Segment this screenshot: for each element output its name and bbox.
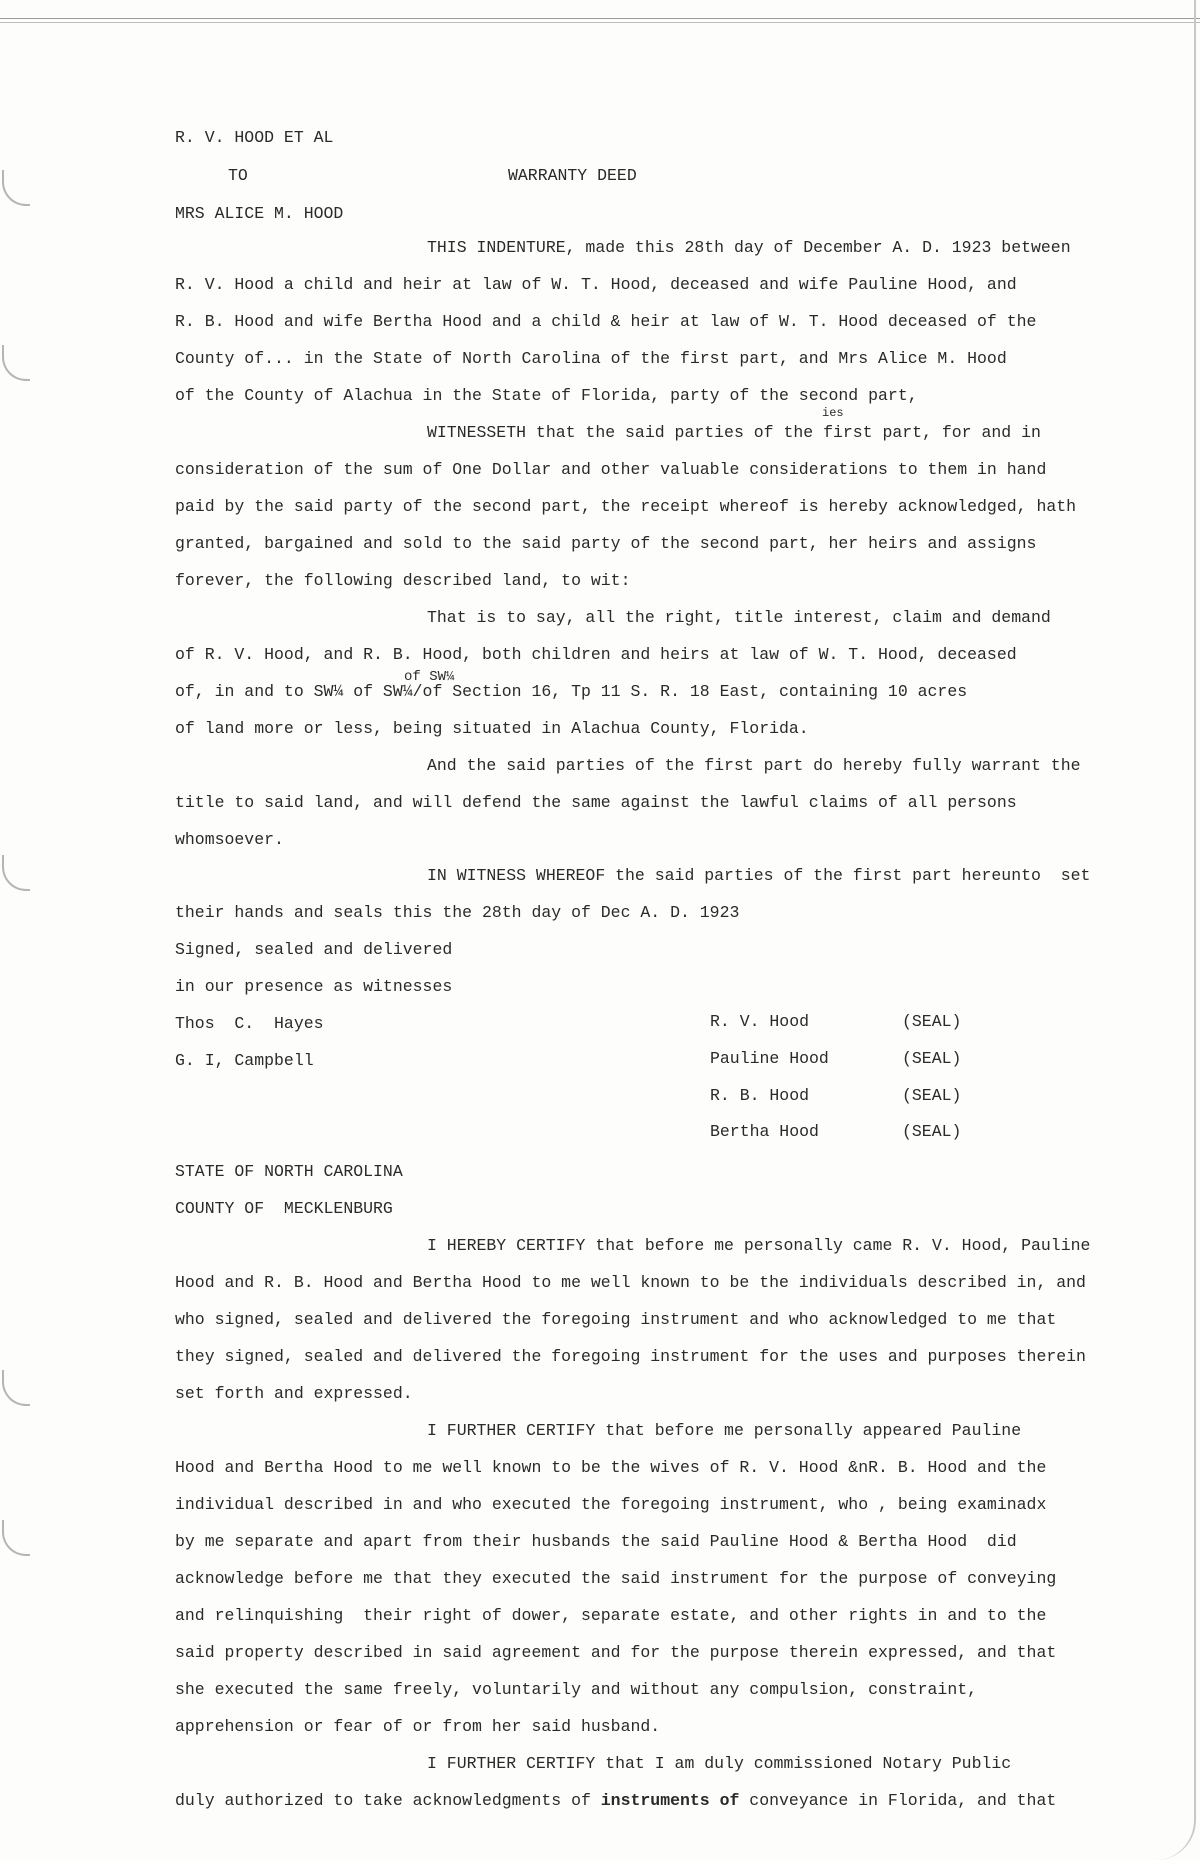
- acknowledgment-line: acknowledge before me that they executed the said instrument for the purpose of conveying: [175, 1569, 1057, 1588]
- warranty-line: whomsoever.: [175, 830, 284, 849]
- land-description-line: of, in and to SW¼ of SW¼/of Section 16, Tp 11 S. R. 18 East, containing 10 acres: [175, 682, 968, 701]
- acknowledgment-line: who signed, sealed and delivered the foregoing instrument and who acknowledged to me that: [175, 1310, 1057, 1329]
- notary-text: conveyance in Florida, and that: [739, 1791, 1057, 1810]
- land-description-line: That is to say, all the right, title interest, claim and demand: [427, 608, 1051, 627]
- seal-mark: (SEAL): [902, 1049, 962, 1068]
- to-heading: TO: [228, 166, 248, 185]
- land-description-line: of R. V. Hood, and R. B. Hood, both children and heirs at law of W. T. Hood, deceased: [175, 645, 1017, 664]
- notary-text-bold: instruments of: [600, 1791, 740, 1810]
- signatory-name: Bertha Hood: [710, 1122, 819, 1141]
- signatory-name: R. B. Hood: [710, 1086, 810, 1105]
- notary-line: [175, 1791, 1056, 1811]
- warranty-line: And the said parties of the first part do hereby fully warrant the: [427, 756, 1081, 775]
- notary-text: duly authorized to take acknowledgments of: [175, 1791, 601, 1810]
- witnesseth-line: WITNESSETH that the said parties of the first part, for and in: [427, 423, 1041, 442]
- acknowledgment-line: Hood and Bertha Hood to me well known to be the wives of R. V. Hood &nR. B. Hood and the: [175, 1458, 1047, 1477]
- indenture-line: R. B. Hood and wife Bertha Hood and a child & heir at law of W. T. Hood deceased of the: [175, 312, 1037, 331]
- acknowledgment-line: set forth and expressed.: [175, 1384, 413, 1403]
- interlineation: of SW¼: [404, 669, 455, 685]
- acknowledgment-line: she executed the same freely, voluntarily and without any compulsion, constraint,: [175, 1680, 978, 1699]
- acknowledgment-line: they signed, sealed and delivered the foregoing instrument for the uses and purposes therein: [175, 1347, 1086, 1366]
- seal-mark: (SEAL): [902, 1012, 962, 1031]
- indenture-line: granted, bargained and sold to the said party of the second part, her heirs and assigns: [175, 534, 1037, 553]
- county-heading: COUNTY OF MECKLENBURG: [175, 1199, 393, 1218]
- signatory-name: Pauline Hood: [710, 1049, 829, 1068]
- grantor-heading: R. V. HOOD ET AL: [175, 128, 334, 147]
- witness-clause-line: their hands and seals this the 28th day of Dec A. D. 1923: [175, 903, 740, 922]
- acknowledgment-line: I HEREBY CERTIFY that before me personally came R. V. Hood, Pauline: [427, 1236, 1091, 1255]
- acknowledgment-line: Hood and R. B. Hood and Bertha Hood to me well known to be the individuals described in, and: [175, 1273, 1086, 1292]
- acknowledgment-line: apprehension or fear of or from her said husband.: [175, 1717, 661, 1736]
- signed-sealed-line: Signed, sealed and delivered: [175, 940, 453, 959]
- document-title: WARRANTY DEED: [508, 166, 637, 185]
- indenture-line: R. V. Hood a child and heir at law of W. T. Hood, deceased and wife Pauline Hood, and: [175, 275, 1017, 294]
- signatory-name: R. V. Hood: [710, 1012, 810, 1031]
- acknowledgment-line: by me separate and apart from their husbands the said Pauline Hood & Bertha Hood did: [175, 1532, 1017, 1551]
- indenture-line: paid by the said party of the second part, the receipt whereof is hereby acknowledged, hath: [175, 497, 1077, 516]
- interlineation: ies: [822, 406, 844, 420]
- indenture-line: THIS INDENTURE, made this 28th day of December A. D. 1923 between: [427, 238, 1071, 257]
- land-description-line: of land more or less, being situated in Alachua County, Florida.: [175, 719, 809, 738]
- seal-mark: (SEAL): [902, 1086, 962, 1105]
- witness-name: G. I, Campbell: [175, 1051, 314, 1070]
- acknowledgment-line: individual described in and who executed the foregoing instrument, who , being examinadx: [175, 1495, 1047, 1514]
- state-heading: STATE OF NORTH CAROLINA: [175, 1162, 403, 1181]
- witness-name: Thos C. Hayes: [175, 1014, 324, 1033]
- indenture-line: County of... in the State of North Carolina of the first part, and Mrs Alice M. Hood: [175, 349, 1007, 368]
- seal-mark: (SEAL): [902, 1122, 962, 1141]
- acknowledgment-line: and relinquishing their right of dower, separate estate, and other rights in and to the: [175, 1606, 1047, 1625]
- acknowledgment-line: said property described in said agreement and for the purpose therein expressed, and that: [175, 1643, 1057, 1662]
- notary-line: I FURTHER CERTIFY that I am duly commissioned Notary Public: [427, 1754, 1012, 1773]
- signed-sealed-line: in our presence as witnesses: [175, 977, 453, 996]
- indenture-line: of the County of Alachua in the State of Florida, party of the second part,: [175, 386, 918, 405]
- grantee-heading: MRS ALICE M. HOOD: [175, 204, 344, 223]
- indenture-line: forever, the following described land, to wit:: [175, 571, 631, 590]
- indenture-line: consideration of the sum of One Dollar and other valuable considerations to them in hand: [175, 460, 1047, 479]
- acknowledgment-line: I FURTHER CERTIFY that before me personally appeared Pauline: [427, 1421, 1022, 1440]
- warranty-line: title to said land, and will defend the same against the lawful claims of all persons: [175, 793, 1017, 812]
- witness-clause-line: IN WITNESS WHEREOF the said parties of the first part hereunto set: [427, 866, 1091, 885]
